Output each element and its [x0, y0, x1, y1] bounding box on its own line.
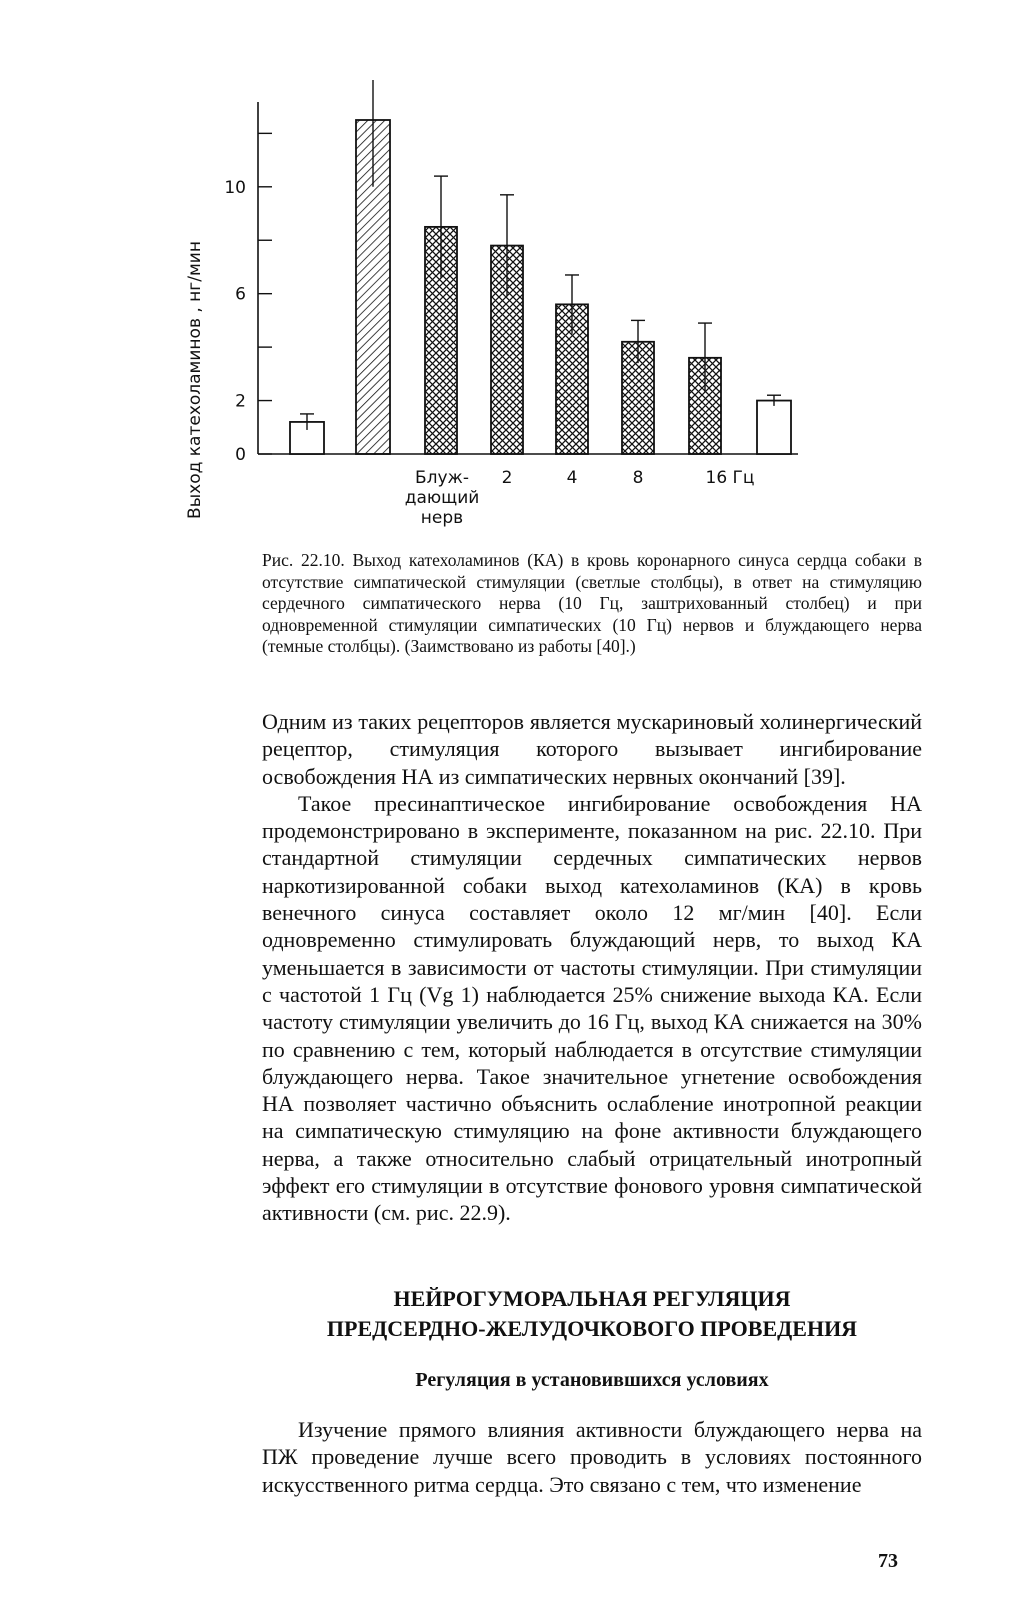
page-number: 73 [878, 1550, 898, 1572]
bar [757, 401, 791, 454]
paragraph-2: Такое пресинаптическое ингибирование освобождения НА продемонстрировано в эксперименте, показанном на рис. 22.10. При стандартной стимуляции сердечных симпатических нервов наркотизированной собаки выход катехоламинов (КА) в кровь венечного синуса составляет около 12 мг/мин [40]. Если одновременно стимулировать блуждающий нерв, то выход КА уменьшается в зависимости от частоты стимуляции. При стимуляции с частотой 1 Гц (Vg 1) наблюдается 25% снижение выхода КА. Если частоту стимуляции увеличить до 16 Гц, выход КА снижается на 30% по сравнению с тем, который наблюдается в отсутствие стимуляции блуждающего нерва. Такое значительное угнетение освобождения НА позволяет частично объяснить ослабление инотропной реакции на симпатическую стимуляцию на фоне активности блуждающего нерва, а также относительно слабый отрицательный инотропный эффект его стимуляции в отсутствие фонового уровня симпатической активности (см. рис. 22.9). [262, 790, 922, 1226]
x-tick-label: 4 [566, 468, 578, 488]
x-axis-labels [405, 468, 755, 528]
section-heading [232, 1284, 952, 1344]
paragraph-3: Изучение прямого влияния активности блуждающего нерва на ПЖ проведение лучше всего проводить в условиях постоянного искусственного ритма сердца. Это связано с тем, что изменение [262, 1417, 922, 1497]
section-heading-line1: НЕЙРОГУМОРАЛЬНАЯ РЕГУЛЯЦИЯ [393, 1286, 791, 1311]
x-tick-label: 8 [632, 468, 644, 488]
y-tick-label: 2 [235, 391, 246, 412]
y-tick-label: 10 [224, 177, 246, 198]
figure-caption [262, 550, 922, 658]
body-text-2 [262, 1416, 922, 1498]
x-tick-label: Блуж- [414, 468, 470, 488]
body-text [262, 708, 922, 1227]
x-tick-label: дающий [404, 488, 480, 508]
y-tick-label: 6 [235, 284, 246, 305]
section-heading-line2: ПРЕДСЕРДНО-ЖЕЛУДОЧКОВОГО ПРОВЕДЕНИЯ [326, 1316, 858, 1341]
subsection-heading: Регуляция в установившихся условиях [415, 1369, 769, 1391]
bars [290, 80, 791, 454]
y-tick-label: 0 [235, 445, 246, 465]
y-axis-label: Выход катехоламинов , нг/мин [185, 241, 205, 519]
x-tick-label: нерв [420, 508, 464, 528]
x-tick-label: 2 [501, 468, 513, 488]
caption-text: Рис. 22.10. Выход катехоламинов (КА) в кровь коронарного синуса сердца собаки в отсутствие симпатической стимуляции (светлые столбцы), в ответ на стимуляцию сердечного симпатического нерва (10 Гц, заштрихованный столбец) и при одновременной стимуляции симпатических (10 Гц) нервов и блуждающего нерва (темные столбцы). (Заимствовано из работы [40].) [262, 550, 922, 656]
x-tick-label: 16 Гц [705, 468, 755, 488]
paragraph-1: Одним из таких рецепторов является мускариновый холинергический рецептор, стимуляция которого вызывает ингибирование освобождения НА из симпатических нервных окончаний [39]. [262, 709, 922, 789]
catecholamine-bar-chart [170, 80, 810, 540]
